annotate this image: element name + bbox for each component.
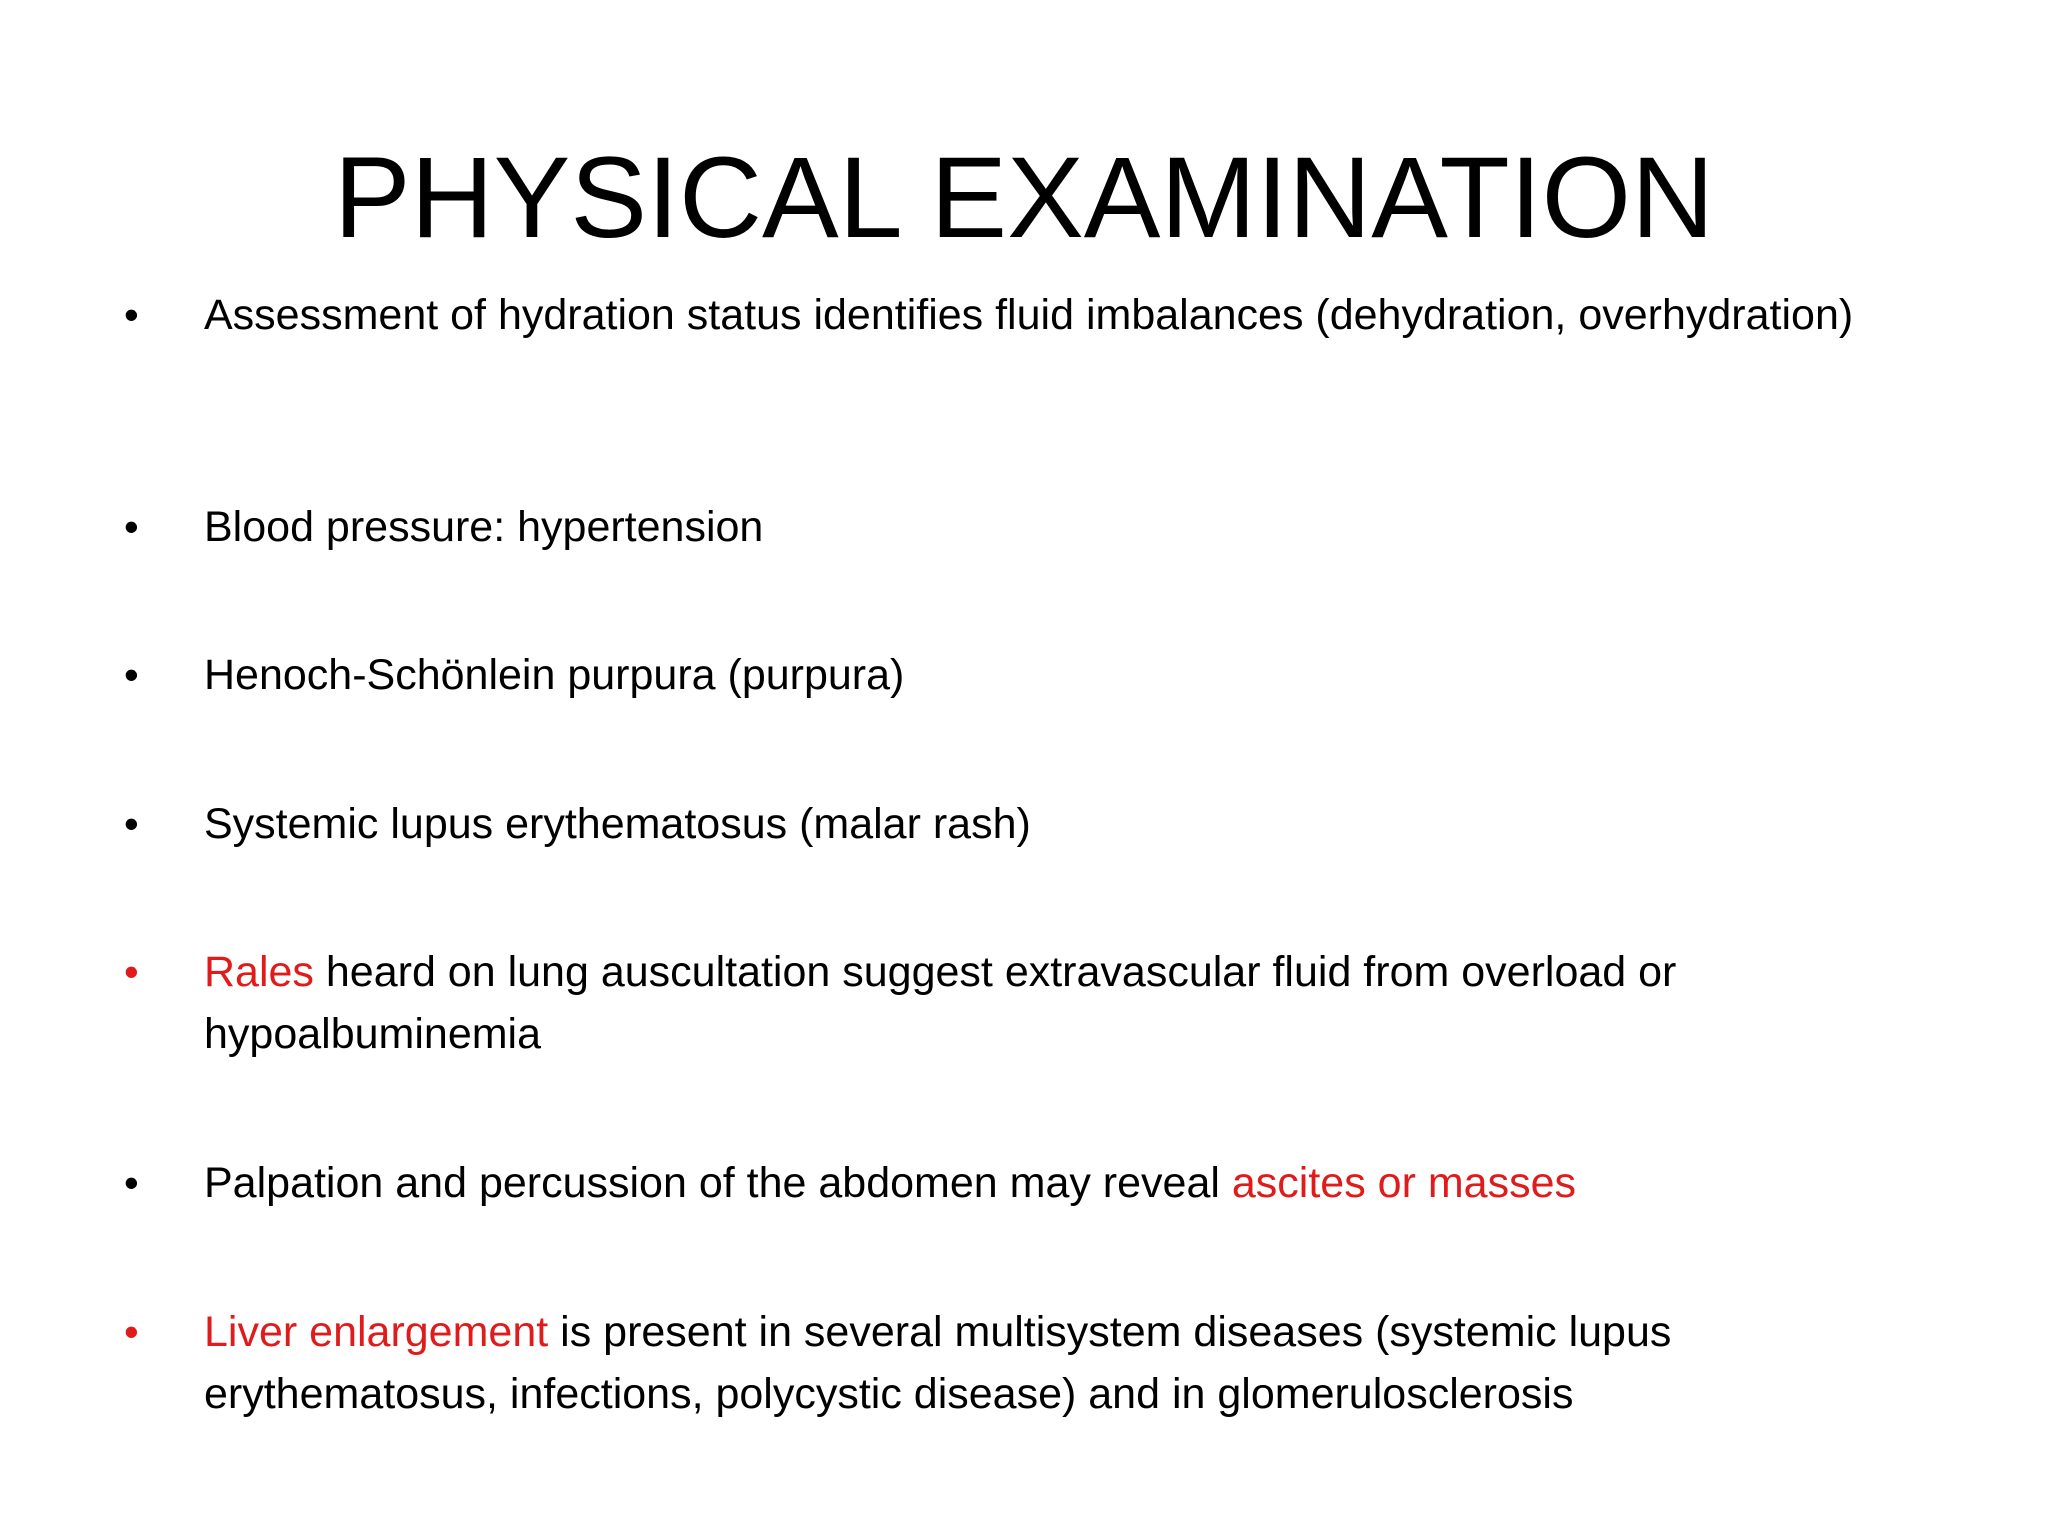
bullet-dot: • bbox=[124, 1159, 139, 1206]
bullet-dot: • bbox=[124, 651, 139, 698]
bullet-text: Assessment of hydration status identifies fluid imbalances (dehydration, overhydration) bbox=[204, 291, 1854, 339]
highlight-text: Rales bbox=[204, 948, 314, 996]
bullet-text-rest: heard on lung auscultation suggest extravascular fluid from overload or hypoalbuminemia bbox=[204, 948, 1677, 1058]
bullet-dot-highlight: • bbox=[124, 1308, 139, 1355]
highlight-text: Liver enlargement bbox=[204, 1308, 549, 1356]
bullet-text: Systemic lupus erythematosus (malar rash) bbox=[204, 800, 1031, 848]
bullet-text-lead: Palpation and percussion of the abdomen may reveal bbox=[204, 1159, 1232, 1207]
slide-title: PHYSICAL EXAMINATION bbox=[333, 134, 1715, 262]
highlight-text: ascites or masses bbox=[1231, 1159, 1576, 1207]
bullet-dot: • bbox=[124, 291, 139, 338]
bullet-text bbox=[204, 1152, 1864, 1214]
bullet-text: Henoch-Schönlein purpura (purpura) bbox=[204, 651, 905, 699]
bullet-text: Blood pressure: hypertension bbox=[204, 503, 764, 551]
bullet-text-rest: is present in several multisystem diseases (systemic lupus erythematosus, infections, polycystic disease) and in glomerulosclerosis bbox=[204, 1308, 1672, 1418]
bullet-text bbox=[204, 1301, 1864, 1425]
bullet-dot: • bbox=[124, 800, 139, 847]
bullet-dot: • bbox=[124, 503, 139, 550]
bullet-text bbox=[204, 941, 1864, 1065]
bullet-dot-highlight: • bbox=[124, 948, 139, 995]
